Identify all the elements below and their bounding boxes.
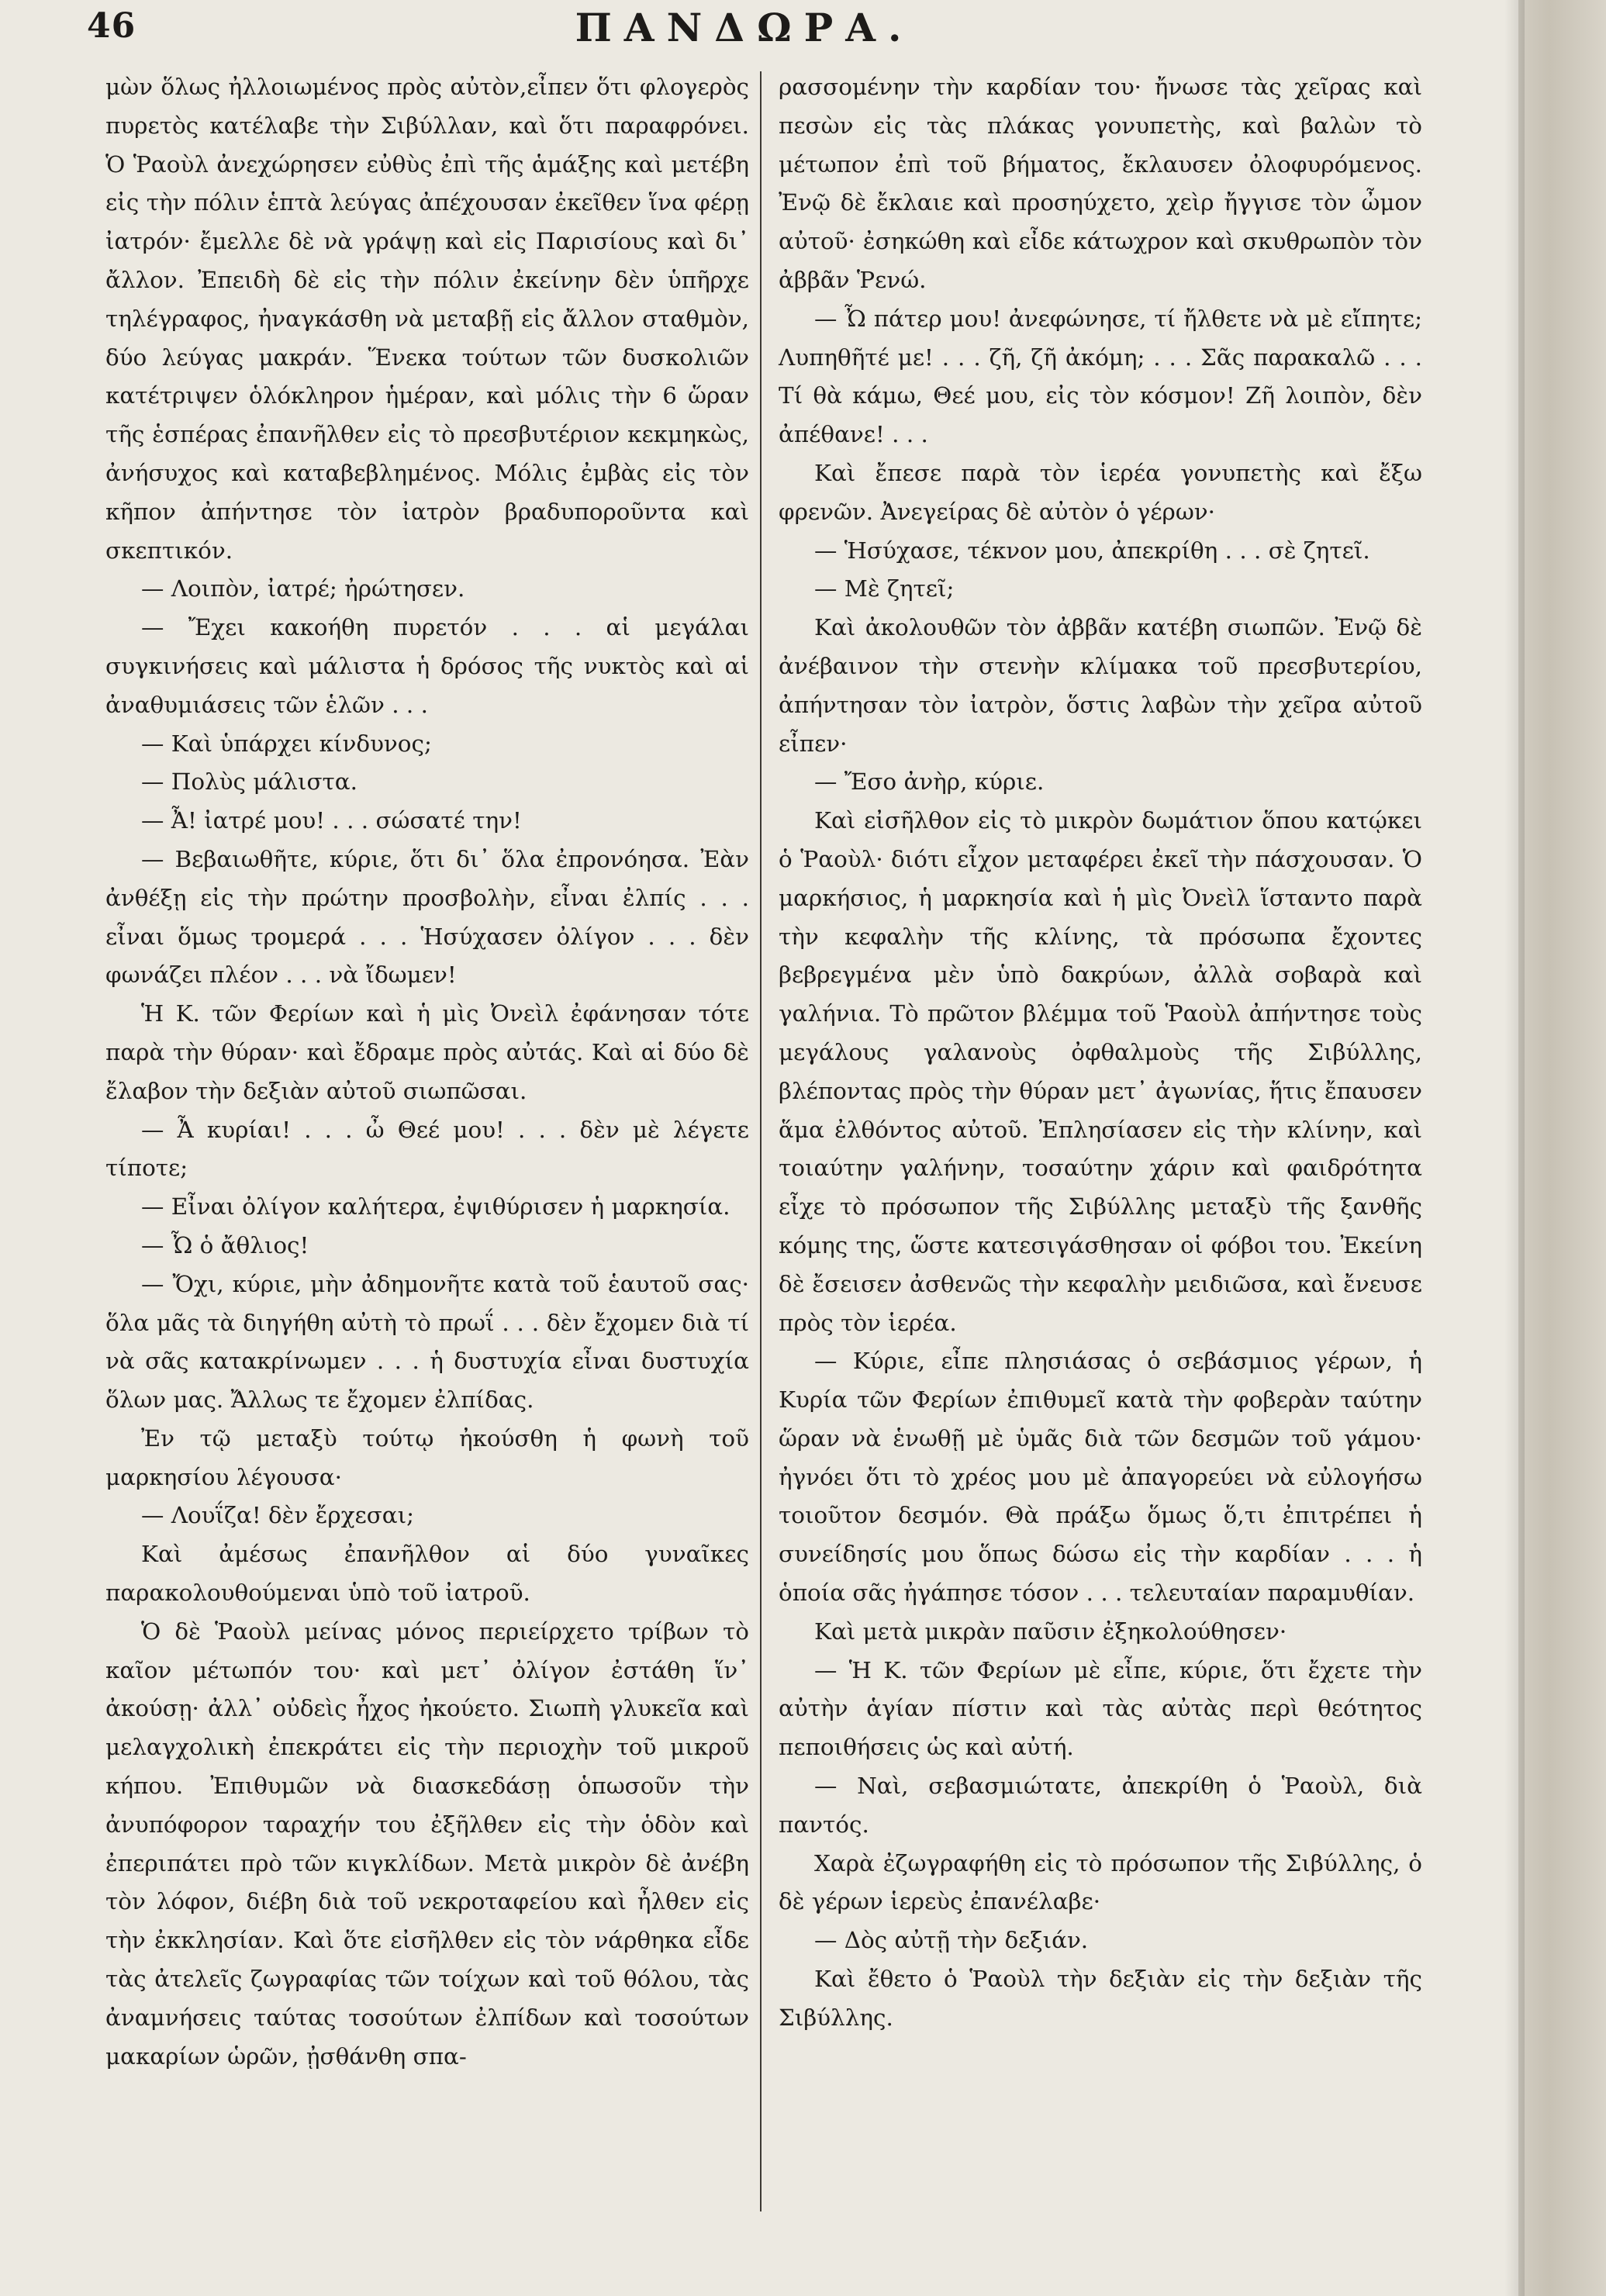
paragraph: ρασσομένην τὴν καρδίαν του· ἤνωσε τὰς χεῖρας καὶ πεσὼν εἰς τὰς πλάκας γονυπετὴς, καὶ βαλὼν τὸ μέτωπον ἐπὶ τοῦ βήματος, ἔκλαυσεν ὀλοφυρόμενος. Ἐνῷ δὲ ἔκλαιε καὶ προσηύχετο, χεὶρ ἤγγισε τὸν ὦμον αὐτοῦ· ἐσηκώθη καὶ εἶδε κάτωχρον καὶ σκυθρωπὸν τὸν ἀββᾶν Ῥενώ. (779, 74, 1422, 293)
paragraph: — Λουΐζα! δὲν ἔρχεσαι; (141, 1502, 415, 1529)
paragraph: Καὶ ἀκολουθῶν τὸν ἀββᾶν κατέβη σιωπῶν. Ἐνῷ δὲ ἀνέβαινον τὴν στενὴν κλίμακα τοῦ πρεσβυτερίου, ἀπήντησαν τὸν ἰατρὸν, ὅστις λαβὼν τὴν χεῖρα αὐτοῦ εἶπεν· (779, 614, 1422, 757)
gutter-shadow (1504, 0, 1525, 2296)
paragraph: Ὁ δὲ Ῥαοὺλ μείνας μόνος περιείρχετο τρίβων τὸ καῖον μέτωπόν του· καὶ μετ᾽ ὀλίγον ἐστάθη ἵν᾽ ἀκούσῃ· ἀλλ᾽ οὐδεὶς ἦχος ἠκούετο. Σιωπὴ γλυκεῖα καὶ μελαγχολικὴ ἐπεκράτει εἰς τὴν περιοχὴν τοῦ μικροῦ κήπου. Ἐπιθυμῶν νὰ διασκεδάσῃ ὁπωσοῦν τὴν ἀνυπόφορον ταραχήν του ἐξῆλθεν εἰς τὴν ὁδὸν καὶ ἐπεριπάτει πρὸ τῶν κιγκλίδων. Μετὰ μικρὸν δὲ ἀνέβη τὸν λόφον, διέβη διὰ τοῦ νεκροταφείου καὶ ἦλθεν εἰς τὴν ἐκκλησίαν. Καὶ ὅτε εἰσῆλθεν εἰς τὸν νάρθηκα εἶδε τὰς ἀτελεῖς ζωγραφίας τῶν τοίχων καὶ τοῦ θόλου, τὰς ἀναμνήσεις ταύτας τοσούτων ἐλπίδων καὶ τοσούτων μακαρίων ὡρῶν, ᾐσθάνθη σπα- (105, 1618, 749, 2070)
left-text-column (105, 68, 749, 2076)
paragraph: — Ὄχι, κύριε, μὴν ἀδημονῆτε κατὰ τοῦ ἑαυτοῦ σας· ὅλα μᾶς τὰ διηγήθη αὐτὴ τὸ πρωΐ . . . δὲν ἔχομεν διὰ τί νὰ σᾶς κατακρίνωμεν . . . ἡ δυστυχία εἶναι δυστυχία ὅλων μας. Ἄλλως τε ἔχομεν ἐλπίδας. (105, 1270, 749, 1414)
paragraph: Καὶ ἀμέσως ἐπανῆλθον αἱ δύο γυναῖκες παρακολουθούμεναι ὑπὸ τοῦ ἰατροῦ. (105, 1541, 749, 1607)
paragraph: — Καὶ ὑπάρχει κίνδυνος; (141, 730, 432, 757)
paragraph: Καὶ ἔπεσε παρὰ τὸν ἱερέα γονυπετὴς καὶ ἔξω φρενῶν. Ἀνεγείρας δὲ αὐτὸν ὁ γέρων· (779, 459, 1422, 525)
paragraph: Καὶ εἰσῆλθον εἰς τὸ μικρὸν δωμάτιον ὅπου κατῴκει ὁ Ῥαοὺλ· διότι εἶχον μεταφέρει ἐκεῖ τὴν πάσχουσαν. Ὁ μαρκήσιος, ἡ μαρκησία καὶ ἡ μὶς Ὀνεὶλ ἵσταντο παρὰ τὴν κεφαλὴν τῆς κλίνης, τὰ πρόσωπα ἔχοντες βεβρεγμένα μὲν ὑπὸ δακρύων, ἀλλὰ σοβαρὰ καὶ γαλήνια. Τὸ πρῶτον βλέμμα τοῦ Ῥαοὺλ ἀπήντησε τοὺς μεγάλους γαλανοὺς ὀφθαλμοὺς τῆς Σιβύλλης, βλέποντας πρὸς τὴν θύραν μετ᾽ ἀγωνίας, ἥτις ἔπαυσεν ἅμα ἐλθόντος αὐτοῦ. Ἐπλησίασεν εἰς τὴν κλίνην, καὶ τοιαύτην γαλήνην, τοσαύτην χάριν καὶ φαιδρότητα εἶχε τὸ πρόσωπον τῆς Σιβύλλης μεταξὺ τῆς ξανθῆς κόμης της, ὥστε κατεσιγάσθησαν οἱ φόβοι του. Ἐκείνη δὲ ἔσεισεν ἀσθενῶς τὴν κεφαλὴν μειδιῶσα, καὶ ἔνευσε πρὸς τὸν ἱερέα. (779, 807, 1422, 1336)
paragraph: — Ἆ! ἰατρέ μου! . . . σώσατέ την! (141, 807, 522, 834)
paragraph: μὼν ὅλως ἠλλοιωμένος πρὸς αὐτὸν,εἶπεν ὅτι φλογερὸς πυρετὸς κατέλαβε τὴν Σιβύλλαν, καὶ ὅτι παραφρόνει. Ὁ Ῥαοὺλ ἀνεχώρησεν εὐθὺς ἐπὶ τῆς ἁμάξης καὶ μετέβη εἰς τὴν πόλιν ἑπτὰ λεύγας ἀπέχουσαν ἐκεῖθεν ἵνα φέρῃ ἰατρόν· ἔμελλε δὲ νὰ γράψῃ καὶ εἰς Παρισίους καὶ δι᾽ ἄλλον. Ἐπειδὴ δὲ εἰς τὴν πόλιν ἐκείνην δὲν ὑπῆρχε τηλέγραφος, ἠναγκάσθη νὰ μεταβῇ εἰς ἄλλον σταθμὸν, δύο λεύγας μακράν. Ἕνεκα τούτων τῶν δυσκολιῶν κατέτριψεν ὁλόκληρον ἡμέραν, καὶ μόλις τὴν 6 ὥραν τῆς ἑσπέρας ἐπανῆλθεν εἰς τὸ πρεσβυτέριον κεκμηκὼς, ἀνήσυχος καὶ καταβεβλημένος. Μόλις ἐμβὰς εἰς τὸν κῆπον ἀπήντησε τὸν ἰατρὸν βραδυποροῦντα καὶ σκεπτικόν. (105, 74, 749, 564)
running-title: ΠΑΝΔΩΡΑ. (575, 5, 914, 50)
book-gutter (1518, 0, 1606, 2296)
paragraph: Καὶ ἔθετο ὁ Ῥαοὺλ τὴν δεξιὰν εἰς τὴν δεξιὰν τῆς Σιβύλλης. (779, 1966, 1422, 2031)
paragraph: Χαρὰ ἐζωγραφήθη εἰς τὸ πρόσωπον τῆς Σιβύλλης, ὁ δὲ γέρων ἱερεὺς ἐπανέλαβε· (779, 1849, 1422, 1915)
paragraph: Καὶ μετὰ μικρὰν παῦσιν ἐξηκολούθησεν· (814, 1618, 1287, 1645)
paragraph: — Ἡσύχασε, τέκνον μου, ἀπεκρίθη . . . σὲ ζητεῖ. (814, 537, 1370, 564)
paragraph: Ἡ Κ. τῶν Φερίων καὶ ἡ μὶς Ὀνεὶλ ἐφάνησαν τότε παρὰ τὴν θύραν· καὶ ἔδραμε πρὸς αὐτάς. Καὶ αἱ δύο δὲ ἔλαβον τὴν δεξιὰν αὐτοῦ σιωπῶσαι. (105, 1000, 749, 1104)
paragraph: — Δὸς αὐτῇ τὴν δεξιάν. (814, 1927, 1089, 1954)
paragraph: — Εἶναι ὀλίγον καλήτερα, ἐψιθύρισεν ἡ μαρκησία. (141, 1193, 730, 1221)
paragraph: — Πολὺς μάλιστα. (141, 768, 357, 796)
page-number: 46 (87, 6, 136, 46)
column-divider (760, 71, 762, 2211)
paragraph: — Ναὶ, σεβασμιώτατε, ἀπεκρίθη ὁ Ῥαοὺλ, διὰ παντός. (779, 1773, 1422, 1838)
paragraph: — Κύριε, εἶπε πλησιάσας ὁ σεβάσμιος γέρων, ἡ Κυρία τῶν Φερίων ἐπιθυμεῖ κατὰ τὴν φοβερὰν ταύτην ὥραν νὰ ἑνωθῇ μὲ ὑμᾶς διὰ τῶν δεσμῶν τοῦ γάμου· ἠγνόει ὅτι τὸ χρέος μου μὲ ἀπαγορεύει νὰ εὐλογήσω τοιοῦτον δεσμόν. Θὰ πράξω ὅμως ὅ,τι ἐπιτρέπει ἡ συνείδησίς μου ὅπως δώσω εἰς τὴν καρδίαν . . . ἡ ὁποία σᾶς ἠγάπησε τόσον . . . τελευταίαν παραμυθίαν. (779, 1348, 1422, 1607)
paragraph: Ἐν τῷ μεταξὺ τούτῳ ἠκούσθη ἡ φωνὴ τοῦ μαρκησίου λέγουσα· (105, 1424, 749, 1490)
paragraph: — Ἡ Κ. τῶν Φερίων μὲ εἶπε, κύριε, ὅτι ἔχετε τὴν αὐτὴν ἁγίαν πίστιν καὶ τὰς αὐτὰς περὶ θεότητος πεποιθήσεις ὡς καὶ αὐτή. (779, 1656, 1422, 1761)
paragraph: — Ἆ κυρίαι! . . . ὦ Θεέ μου! . . . δὲν μὲ λέγετε τίποτε; (105, 1116, 749, 1182)
paragraph: — Μὲ ζητεῖ; (814, 575, 955, 602)
paragraph: — Ὦ ὁ ἄθλιος! (141, 1231, 309, 1258)
paragraph: — Ἔσο ἀνὴρ, κύριε. (814, 768, 1045, 796)
paragraph: — Ὦ πάτερ μου! ἀνεφώνησε, τί ἤλθετε νὰ μὲ εἴπητε; Λυπηθῆτέ με! . . . ζῆ, ζῆ ἀκόμη; . . . Σᾶς παρακαλῶ . . . Τί θὰ κάμω, Θεέ μου, εἰς τὸν κόσμον! Ζῆ λοιπὸν, δὲν ἀπέθανε! . . . (779, 305, 1422, 448)
paragraph: — Λοιπὸν, ἰατρέ; ἠρώτησεν. (141, 575, 465, 602)
paragraph: — Βεβαιωθῆτε, κύριε, ὅτι δι᾽ ὅλα ἐπρονόησα. Ἐὰν ἀνθέξῃ εἰς τὴν πρώτην προσβολὴν, εἶναι ἐλπίς . . . εἶναι ὅμως τρομερά . . . Ἡσύχασεν ὀλίγον . . . δὲν φωνάζει πλέον . . . νὰ ἴδωμεν! (105, 845, 749, 989)
paragraph: — Ἔχει κακοήθη πυρετόν . . . αἱ μεγάλαι συγκινήσεις καὶ μάλιστα ἡ δρόσος τῆς νυκτὸς καὶ αἱ ἀναθυμιάσεις τῶν ἑλῶν . . . (105, 614, 749, 718)
right-text-column (779, 68, 1422, 2038)
